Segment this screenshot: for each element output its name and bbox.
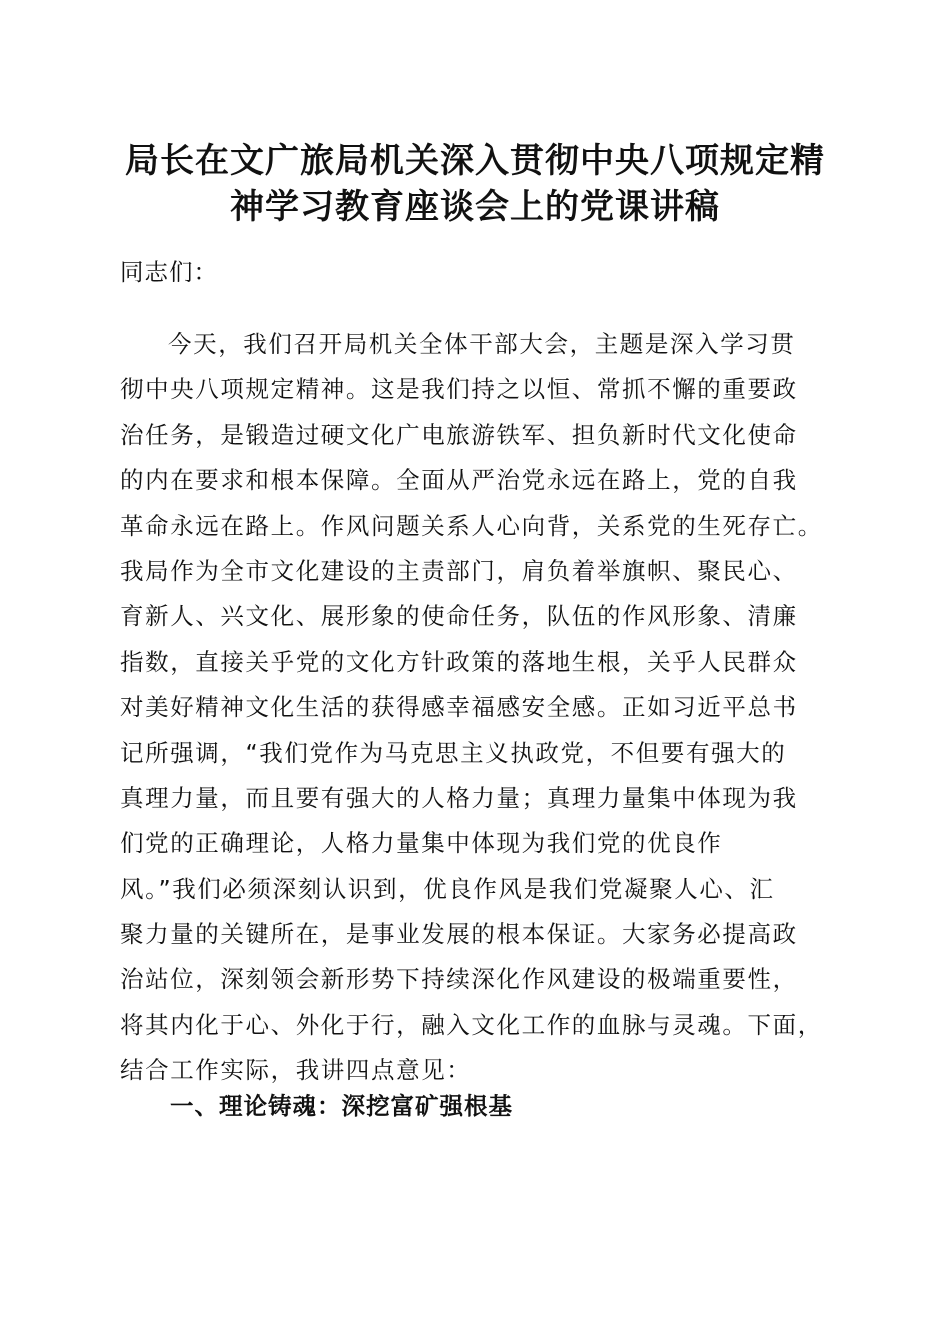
paragraph-line: 我局作为全市文化建设的主责部门，肩负着举旗帜、聚民心、 [120,556,798,585]
paragraph-line: 对美好精神文化生活的获得感幸福感安全感。正如习近平总书 [120,693,798,722]
section-heading: 一、理论铸魂：深挖富矿强根基 [170,1092,513,1120]
document-title [110,138,840,230]
paragraph-line: 的内在要求和根本保障。全面从严治党永远在路上，党的自我 [120,466,798,495]
paragraph-line: 治站位，深刻领会新形势下持续深化作风建设的极端重要性， [120,965,798,994]
paragraph-line: 记所强调，“我们党作为马克思主义执政党，不但要有强大的 [120,738,787,767]
paragraph-line: 彻中央八项规定精神。这是我们持之以恒、常抓不懈的重要政 [120,375,798,404]
paragraph-line: 治任务，是锻造过硬文化广电旅游铁军、担负新时代文化使命 [120,420,798,449]
paragraph-line: 将其内化于心、外化于行，融入文化工作的血脉与灵魂。下面， [120,1010,823,1039]
paragraph-line: 聚力量的关键所在，是事业发展的根本保证。大家务必提高政 [120,920,798,949]
paragraph-line: 革命永远在路上。作风问题关系人心向背，关系党的生死存亡。 [120,511,823,540]
title-line-1: 局长在文广旅局机关深入贯彻中央八项规定精 [125,141,825,181]
paragraph-line: 真理力量，而且要有强大的人格力量；真理力量集中体现为我 [120,783,798,812]
salutation: 同志们： [120,258,218,286]
paragraph-line: 们党的正确理论，人格力量集中体现为我们党的优良作 [120,829,723,858]
paragraph-line: 风。”我们必须深刻认识到，优良作风是我们党凝聚人心、汇 [120,874,775,903]
title-line-2: 神学习教育座谈会上的党课讲稿 [230,187,720,227]
paragraph-line: 结合工作实际，我讲四点意见： [120,1056,472,1085]
body-paragraph [120,322,832,1094]
paragraph-line: 指数，直接关乎党的文化方针政策的落地生根，关乎人民群众 [120,647,798,676]
paragraph-line: 育新人、兴文化、展形象的使命任务，队伍的作风形象、清廉 [120,602,798,631]
paragraph-line: 今天，我们召开局机关全体干部大会，主题是深入学习贯 [168,330,796,358]
